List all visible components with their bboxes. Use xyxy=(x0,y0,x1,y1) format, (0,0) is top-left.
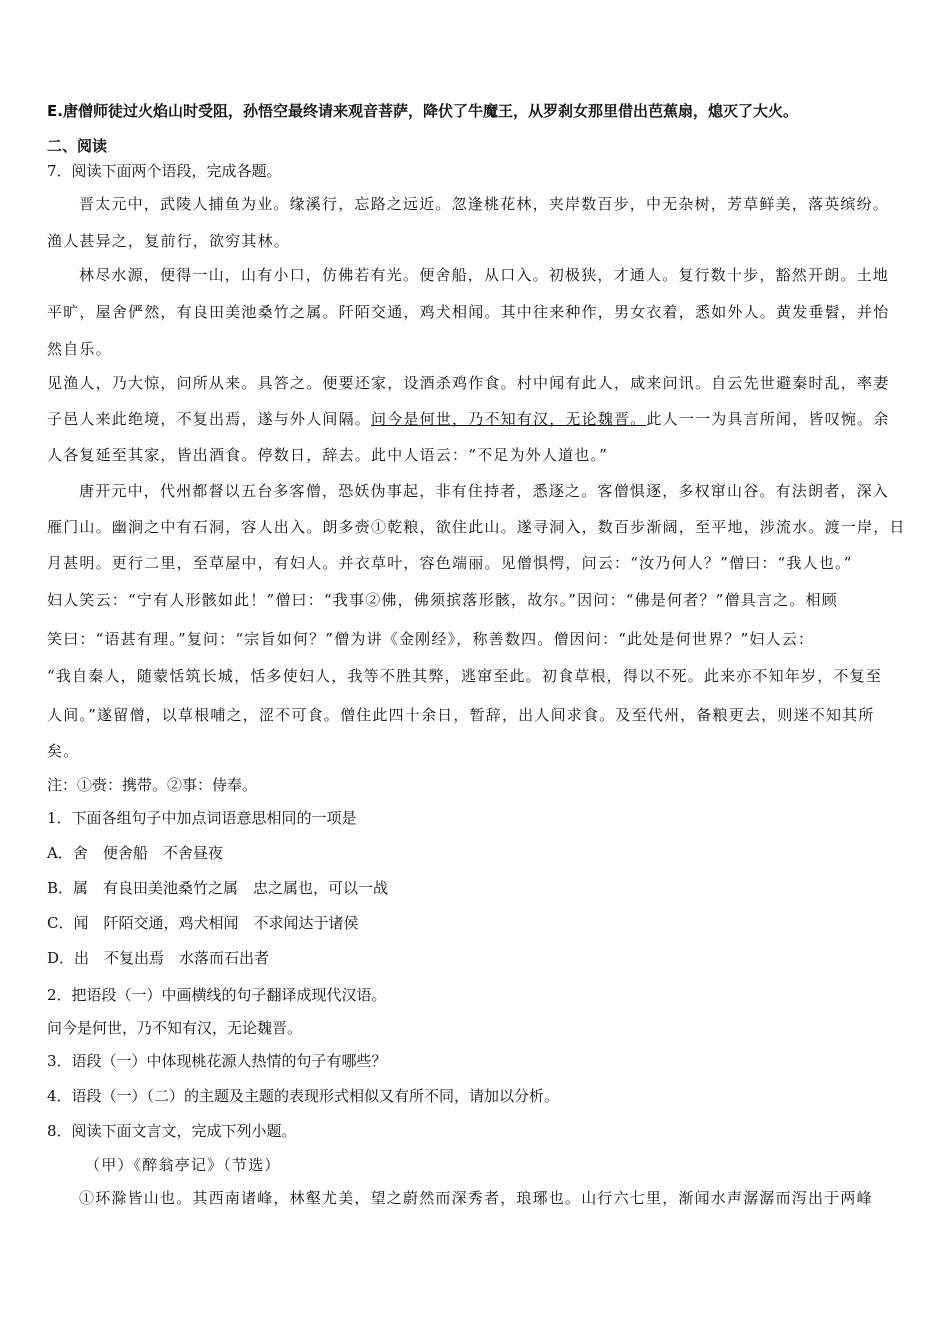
passage-4-line-8: 矣。 xyxy=(47,742,80,760)
passage-4-line-3: 月甚明。更行二里，至草屋中，有妇人。并衣草叶，容色端丽。见僧惧愕，问云：“汝乃何人？”僧曰：“我人也。” xyxy=(47,554,853,572)
passage-4-line-7: 人间。”遂留僧，以草根哺之，涩不可食。僧住此四十余日，暂辞，出人间求食。及至代州，备粮更去，则迷不知其所 xyxy=(47,706,875,724)
question-8-intro: 8．阅读下面文言文，完成下列小题。 xyxy=(47,1122,297,1140)
passage-3-text-a: 子邑人来此绝境，不复出焉，遂与外人间隔。 xyxy=(47,410,372,428)
passage-3-line-1: 见渔人，乃大惊，问所从来。具答之。便要还家，设酒杀鸡作食。村中闻有此人，咸来问讯。自云先世避秦时乱，率妻 xyxy=(47,374,890,392)
passage-2-line-1: 林尽水源，便得一山，山有小口，仿佛若有光。便舍船，从口入。初极狭，才通人。复行数十步，豁然开朗。土地 xyxy=(79,266,890,284)
passage-4-line-2: 雁门山。幽涧之中有石洞，容人出入。朗多赍①乾粮，欲住此山。遂寻洞入，数百步渐阔，至平地，涉流水。渡一岸，日 xyxy=(47,518,906,536)
question-7-intro: 7．阅读下面两个语段，完成各题。 xyxy=(47,162,282,180)
passage-4-line-4: 妇人笑云：“宁有人形骸如此！”僧曰：“我事②佛，佛须摈落形骸，故尔。”因问：“佛是何者？”僧具言之。相顾 xyxy=(47,591,838,609)
question-8-subtitle: （甲）《醉翁亭记》（节选） xyxy=(85,1156,281,1174)
section-title: 二、阅读 xyxy=(47,137,108,155)
question-1-option-a: A．舍 便舍船 不舍昼夜 xyxy=(47,844,223,862)
passage-3-line-2 xyxy=(47,409,889,429)
question-2: 2．把语段（一）中画横线的句子翻译成现代汉语。 xyxy=(47,986,387,1004)
passage-2-line-3: 然自乐。 xyxy=(47,340,112,358)
question-1: 1．下面各组句子中加点词语意思相同的一项是 xyxy=(47,809,357,827)
question-4: 4．语段（一）（二）的主题及主题的表现形式相似又有所不同，请加以分析。 xyxy=(47,1087,560,1105)
question-3: 3．语段（一）中体现桃花源人热情的句子有哪些？ xyxy=(47,1052,387,1070)
passage-4-line-1: 唐开元中，代州都督以五台多客僧，恐妖伪事起，非有住持者，悉逐之。客僧惧逐，多权窜山谷。有法朗者，深入 xyxy=(79,482,890,500)
passage-1-line-1: 晋太元中，武陵人捕鱼为业。缘溪行，忘路之远近。忽逢桃花林，夹岸数百步，中无杂树，芳草鲜美，落英缤纷。 xyxy=(79,195,890,213)
passage-3-line-3: 人各复延至其家，皆出酒食。停数日，辞去。此中人语云：“不足为外人道也。” xyxy=(47,446,609,464)
question-1-option-b: B．属 有良田美池桑竹之属 忠之属也，可以一战 xyxy=(47,879,389,897)
passage-3-text-c: 此人一一为具言所闻，皆叹惋。余 xyxy=(646,410,890,428)
passage-4-line-5: 笑曰：“语甚有理。”复问：“宗旨如何？”僧为讲《金刚经》，称善数四。僧因问：“此处是何世界？”妇人云： xyxy=(47,630,815,648)
underlined-sentence: 问今是何世，乃不知有汉，无论魏晋。 xyxy=(371,410,647,428)
question-8-passage-line-1: ①环滁皆山也。其西南诸峰，林壑尤美，望之蔚然而深秀者，琅琊也。山行六七里，渐闻水声潺潺而泻出于两峰 xyxy=(79,1189,873,1207)
question-1-option-d: D．出 不复出焉 水落而石出者 xyxy=(47,949,270,967)
question-1-option-c: C．闻 阡陌交通，鸡犬相闻 不求闻达于诸侯 xyxy=(47,914,359,932)
question-2-sentence: 问今是何世，乃不知有汉，无论魏晋。 xyxy=(47,1019,303,1037)
passage-2-line-2: 平旷，屋舍俨然，有良田美池桑竹之属。阡陌交通，鸡犬相闻。其中往来种作，男女衣着，悉如外人。黄发垂髫，并怡 xyxy=(47,303,890,321)
footnote: 注：①赍：携带。②事：侍奉。 xyxy=(47,776,258,794)
option-e-line: E.唐僧师徒过火焰山时受阻，孙悟空最终请来观音菩萨，降伏了牛魔王，从罗刹女那里借出芭蕉扇，熄灭了大火。 xyxy=(47,102,798,120)
passage-4-line-6: “我自秦人，随蒙恬筑长城，恬多使妇人，我等不胜其弊，逃窜至此。初食草根，得以不死。此来亦不知年岁，不复至 xyxy=(47,667,883,685)
passage-1-line-2: 渔人甚异之，复前行，欲穷其林。 xyxy=(47,232,291,250)
